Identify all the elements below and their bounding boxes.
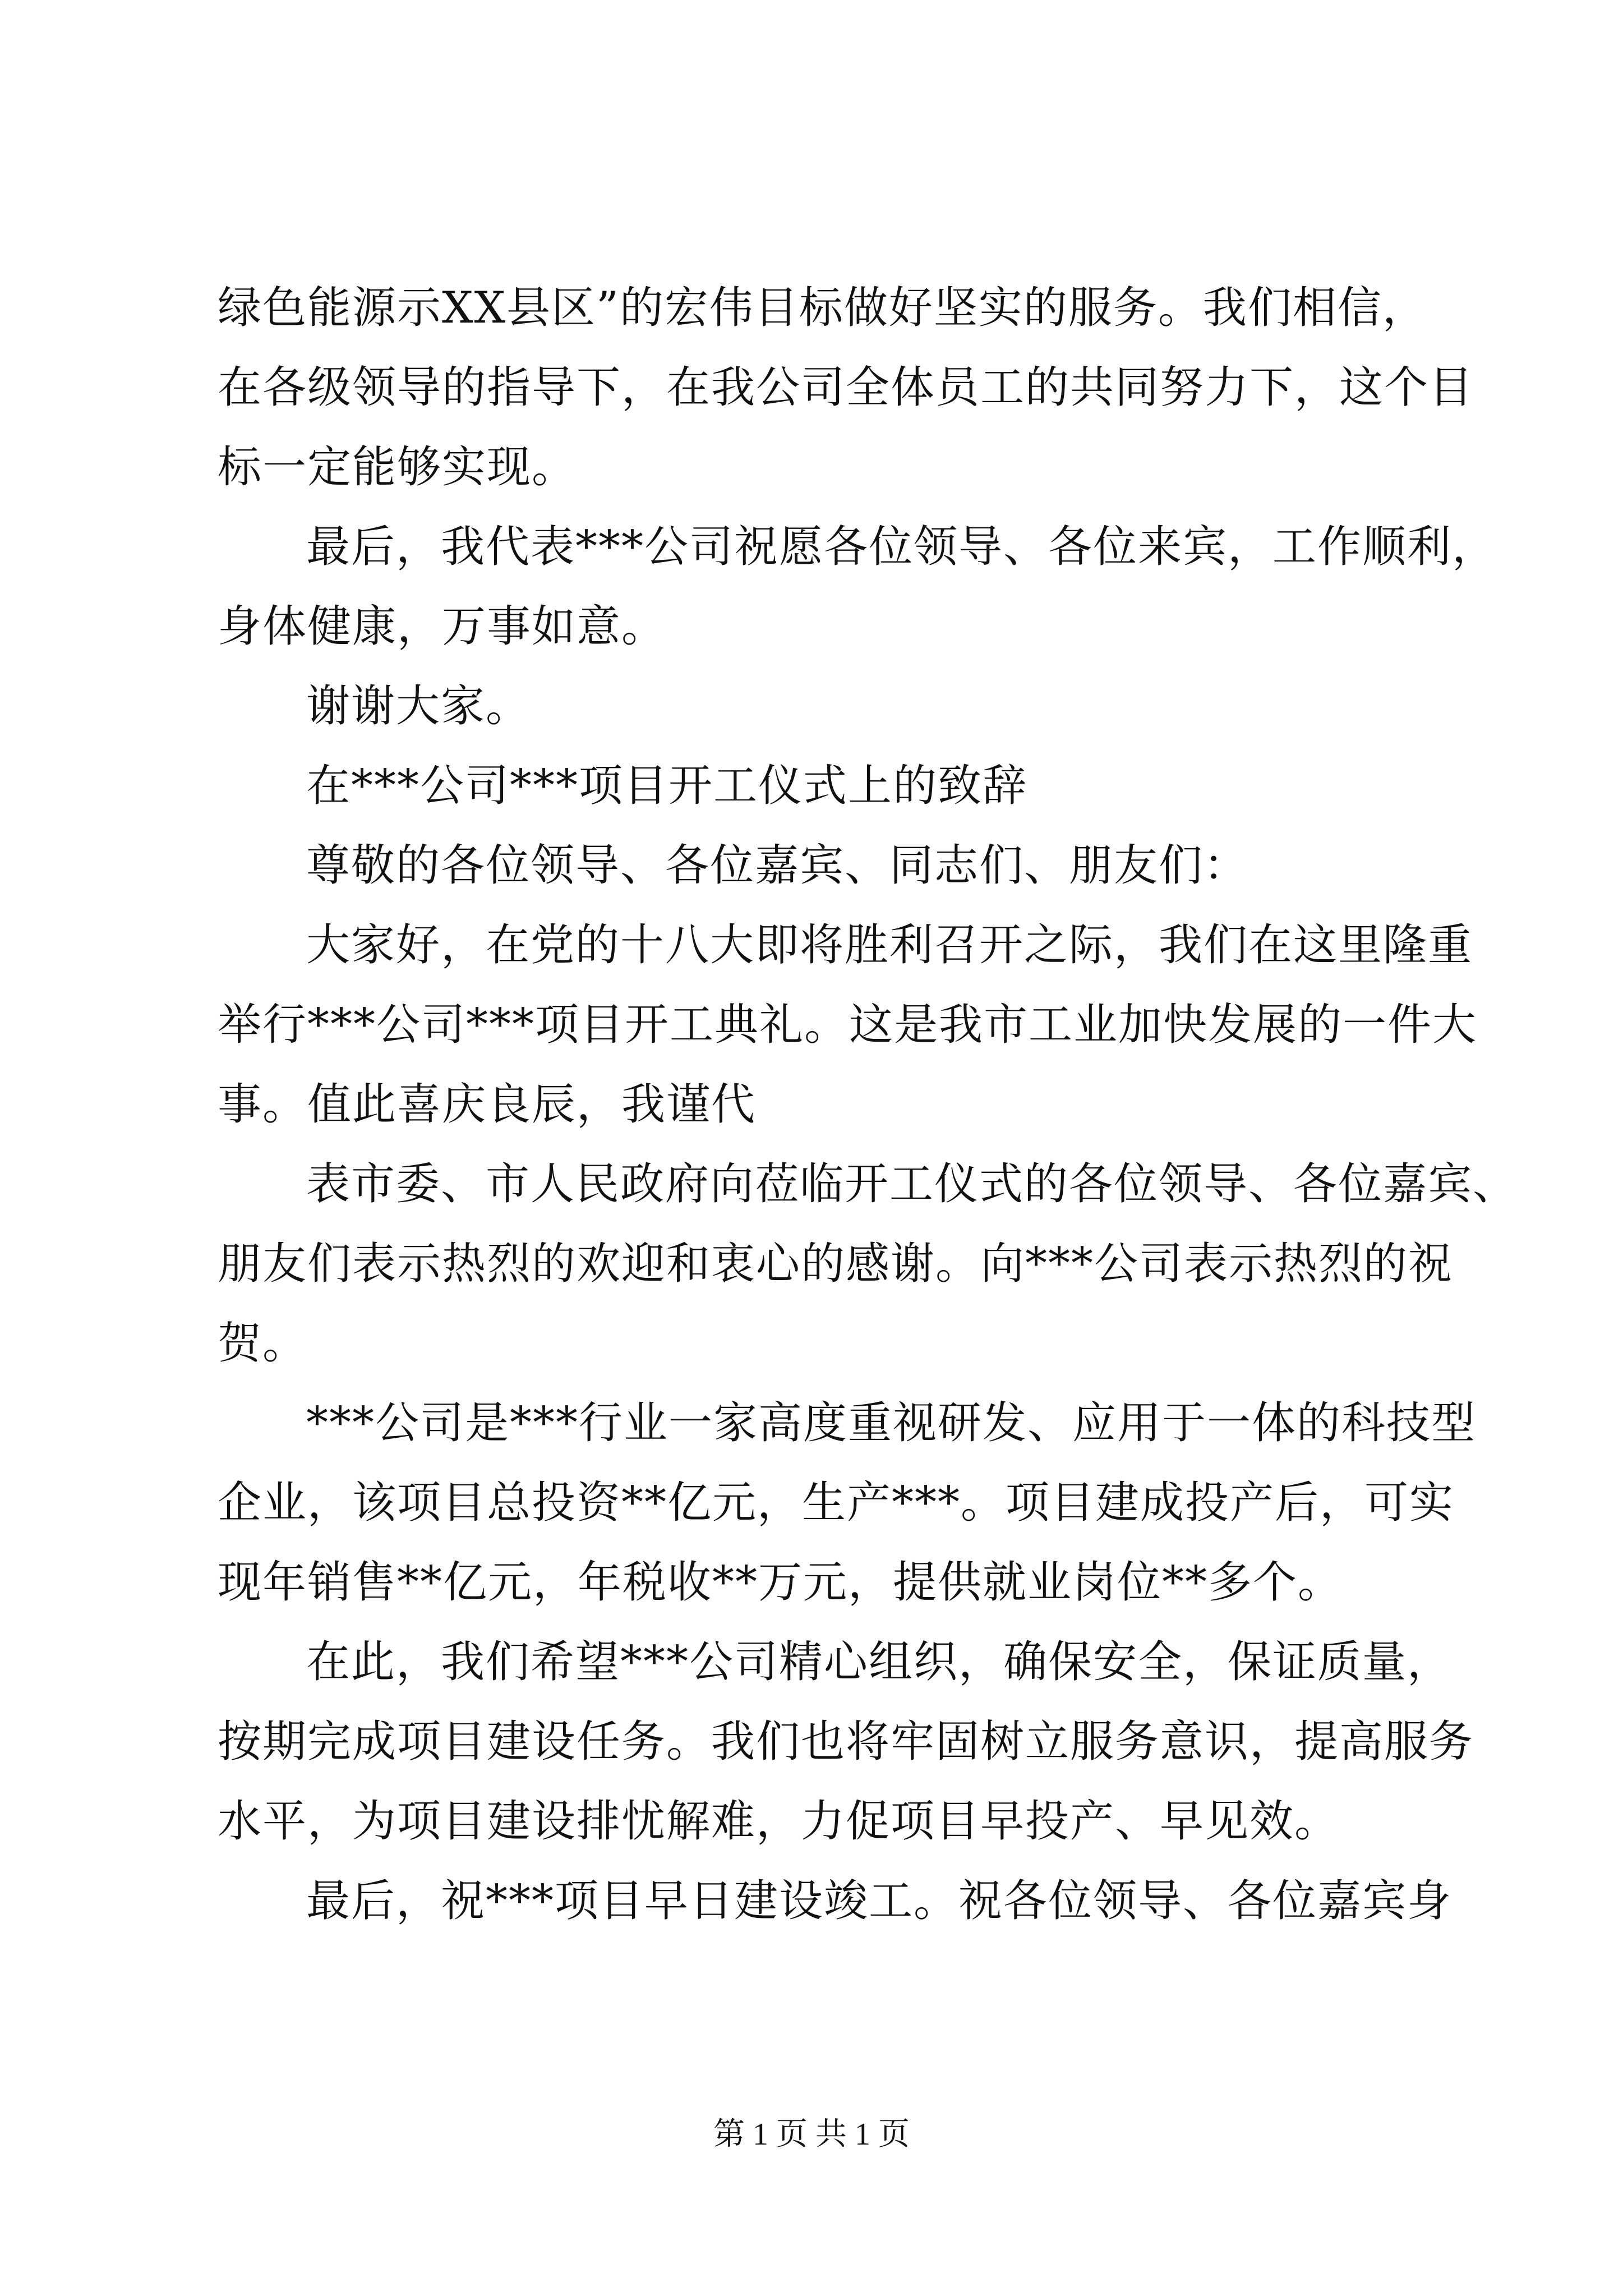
text-line: 现年销售**亿元，年税收**万元，提供就业岗位**多个。 [218, 1557, 1343, 1608]
paragraph-start-line: 表市委、市人民政府向莅临开工仪式的各位领导、各位嘉宾、 [306, 1159, 1518, 1209]
text-line: 在各级领导的指导下，在我公司全体员工的共同努力下，这个目 [218, 362, 1474, 413]
salutation-line: 尊敬的各位领导、各位嘉宾、同志们、朋友们： [306, 840, 1249, 891]
text-line: 绿色能源示XX县区”的宏伟目标做好坚实的服务。我们相信， [218, 283, 1427, 333]
text-line: 水平，为项目建设排忧解难，力促项目早投产、早见效。 [218, 1796, 1340, 1847]
speech-title: 在***公司***项目开工仪式上的致辞 [306, 761, 1028, 811]
paragraph-start-line: ***公司是***行业一家高度重视研发、应用于一体的科技型 [306, 1398, 1477, 1448]
text-line: 身体健康，万事如意。 [218, 601, 667, 652]
text-line: 贺。 [218, 1318, 308, 1369]
text-line: 标一定能够实现。 [218, 442, 577, 493]
page-number-footer: 第 1 页 共 1 页 [713, 2117, 910, 2152]
paragraph-start-line: 最后，我代表***公司祝愿各位领导、各位来宾，工作顺利， [306, 522, 1497, 572]
paragraph-start-line: 大家好，在党的十八大即将胜利召开之际，我们在这里隆重 [306, 920, 1473, 970]
text-line: 按期完成项目建设任务。我们也将牢固树立服务意识，提高服务 [218, 1717, 1474, 1767]
text-line: 举行***公司***项目开工典礼。这是我市工业加快发展的一件大 [218, 1000, 1478, 1050]
text-line: 企业，该项目总投资**亿元，生产***。项目建成投产后，可实 [218, 1478, 1455, 1528]
paragraph-start-line: 在此，我们希望***公司精心组织，确保安全，保证质量， [306, 1637, 1453, 1687]
body-text [218, 268, 1518, 1941]
text-line: 朋友们表示热烈的欢迎和衷心的感谢。向***公司表示热烈的祝 [218, 1239, 1454, 1289]
text-line: 事。值此喜庆良辰，我谨代 [218, 1079, 757, 1130]
paragraph-start-line: 谢谢大家。 [306, 681, 531, 731]
paragraph-start-line: 最后，祝***项目早日建设竣工。祝各位领导、各位嘉宾身 [306, 1876, 1453, 1926]
